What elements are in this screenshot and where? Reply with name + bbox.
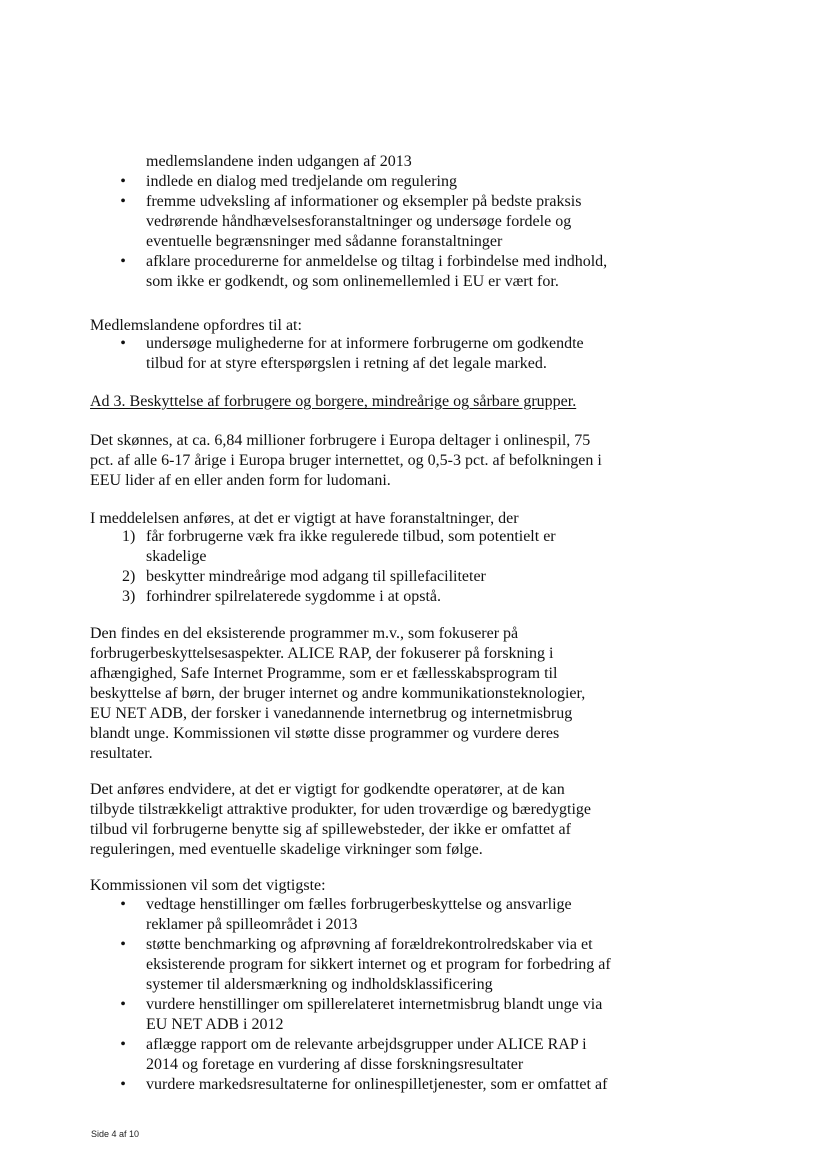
list-number: 3) [122, 588, 136, 605]
bullet-list-commission [90, 895, 611, 1095]
list-item: • undersøge mulighederne for at informere forbrugerne om godkendte tilbud for at styre efterspørgslen i retning af det legale marked. [90, 334, 584, 374]
commission-intro: Kommissionen vil som det vigtigste: [90, 877, 326, 894]
bullet-icon: • [120, 936, 126, 953]
list-item: • indlede en dialog med tredjelande om regulering [90, 172, 607, 192]
bullet-icon: • [120, 1076, 126, 1093]
list-item: • vurdere markedsresultaterne for onlinespilletjenester, som er omfattet af [90, 1075, 611, 1095]
paragraph-programmes: Den findes en del eksisterende programmer m.v., som fokuserer på forbrugerbeskyttelsesaspekter. ALICE RAP, der fokuserer på forskning i afhængighed, Safe Internet Programme, som er et fællesskabsprogram til beskyttelse af børn, der bruger internet og andre kommunikationsteknologier, EU NET ADB, der forsker i vanedannende internetbrug og internetmisbrug blandt unge. Kommissionen vil støtte disse programmer og vurdere deres resultater. [90, 625, 586, 762]
bullet-icon: • [120, 896, 126, 913]
bullet-icon: • [120, 1036, 126, 1053]
bullet-icon: • [120, 335, 126, 352]
list-item: • vedtage henstillinger om fælles forbrugerbeskyttelse og ansvarlige reklamer på spilleområdet i 2013 [90, 895, 611, 935]
list-item: 3) forhindrer spilrelaterede sygdomme i at opstå. [122, 588, 442, 605]
page-number-footer: Side 4 af 10 [91, 1129, 140, 1139]
bullet-icon: • [120, 193, 126, 210]
list-item: 1) får forbrugerne væk fra ikke regulerede tilbud, som potentielt er skadelige [122, 528, 556, 565]
list-number: 1) [122, 528, 136, 545]
list-number: 2) [122, 568, 136, 585]
paragraph-statistics: Det skønnes, at ca. 6,84 millioner forbrugere i Europa deltager i onlinespil, 75 pct. af alle 6-17 årige i Europa bruger internettet, og 0,5-3 pct. af befolkningen i EEU lider af en eller anden form for ludomani. [90, 432, 602, 489]
paragraph-operators: Det anføres endvidere, at det er vigtigt for godkendte operatører, at de kan tilbyde tilstrækkeligt attraktive produkter, for uden troværdige og bæredygtige tilbud vil forbrugerne benytte sig af spillewebsteder, der ikke er omfattet af reguleringen, med eventuelle skadelige virkninger som følge. [90, 781, 592, 858]
bullet-icon: • [120, 173, 126, 190]
bullet-icon: • [120, 996, 126, 1013]
bullet-list-member-states [90, 334, 584, 374]
list-item: • aflægge rapport om de relevante arbejdsgrupper under ALICE RAP i 2014 og foretage en vurdering af disse forskningsresultater [90, 1035, 611, 1075]
bullet-icon: • [120, 253, 126, 270]
list-item: 2) beskytter mindreårige mod adgang til spillefaciliteter [122, 568, 486, 585]
measures-intro: I meddelelsen anføres, at det er vigtigt at have foranstaltninger, der [90, 510, 519, 527]
bullet-list-actions [90, 172, 607, 292]
list-item: • fremme udveksling af informationer og eksempler på bedste praksis vedrørende håndhævelsesforanstaltninger og undersøge fordele og eventuelle begrænsninger med sådanne foranstaltninger [90, 192, 607, 252]
section-heading: Ad 3. Beskyttelse af forbrugere og borgere, mindreårige og sårbare grupper. [90, 393, 577, 410]
list-item: • vurdere henstillinger om spillerelateret internetmisbrug blandt unge via EU NET ADB i 2012 [90, 995, 611, 1035]
member-states-intro: Medlemslandene opfordres til at: [90, 317, 302, 334]
list-item: • afklare procedurerne for anmeldelse og tiltag i forbindelse med indhold, som ikke er godkendt, og som onlinemellemled i EU er vært for. [90, 252, 607, 292]
list-item: • støtte benchmarking og afprøvning af forældrekontrolredskaber via et eksisterende program for sikkert internet og et program for forbedring af systemer til aldersmærkning og indholdsklassificering [90, 935, 611, 995]
continuation-line: medlemslandene inden udgangen af 2013 [146, 153, 412, 170]
numbered-list [90, 527, 556, 607]
